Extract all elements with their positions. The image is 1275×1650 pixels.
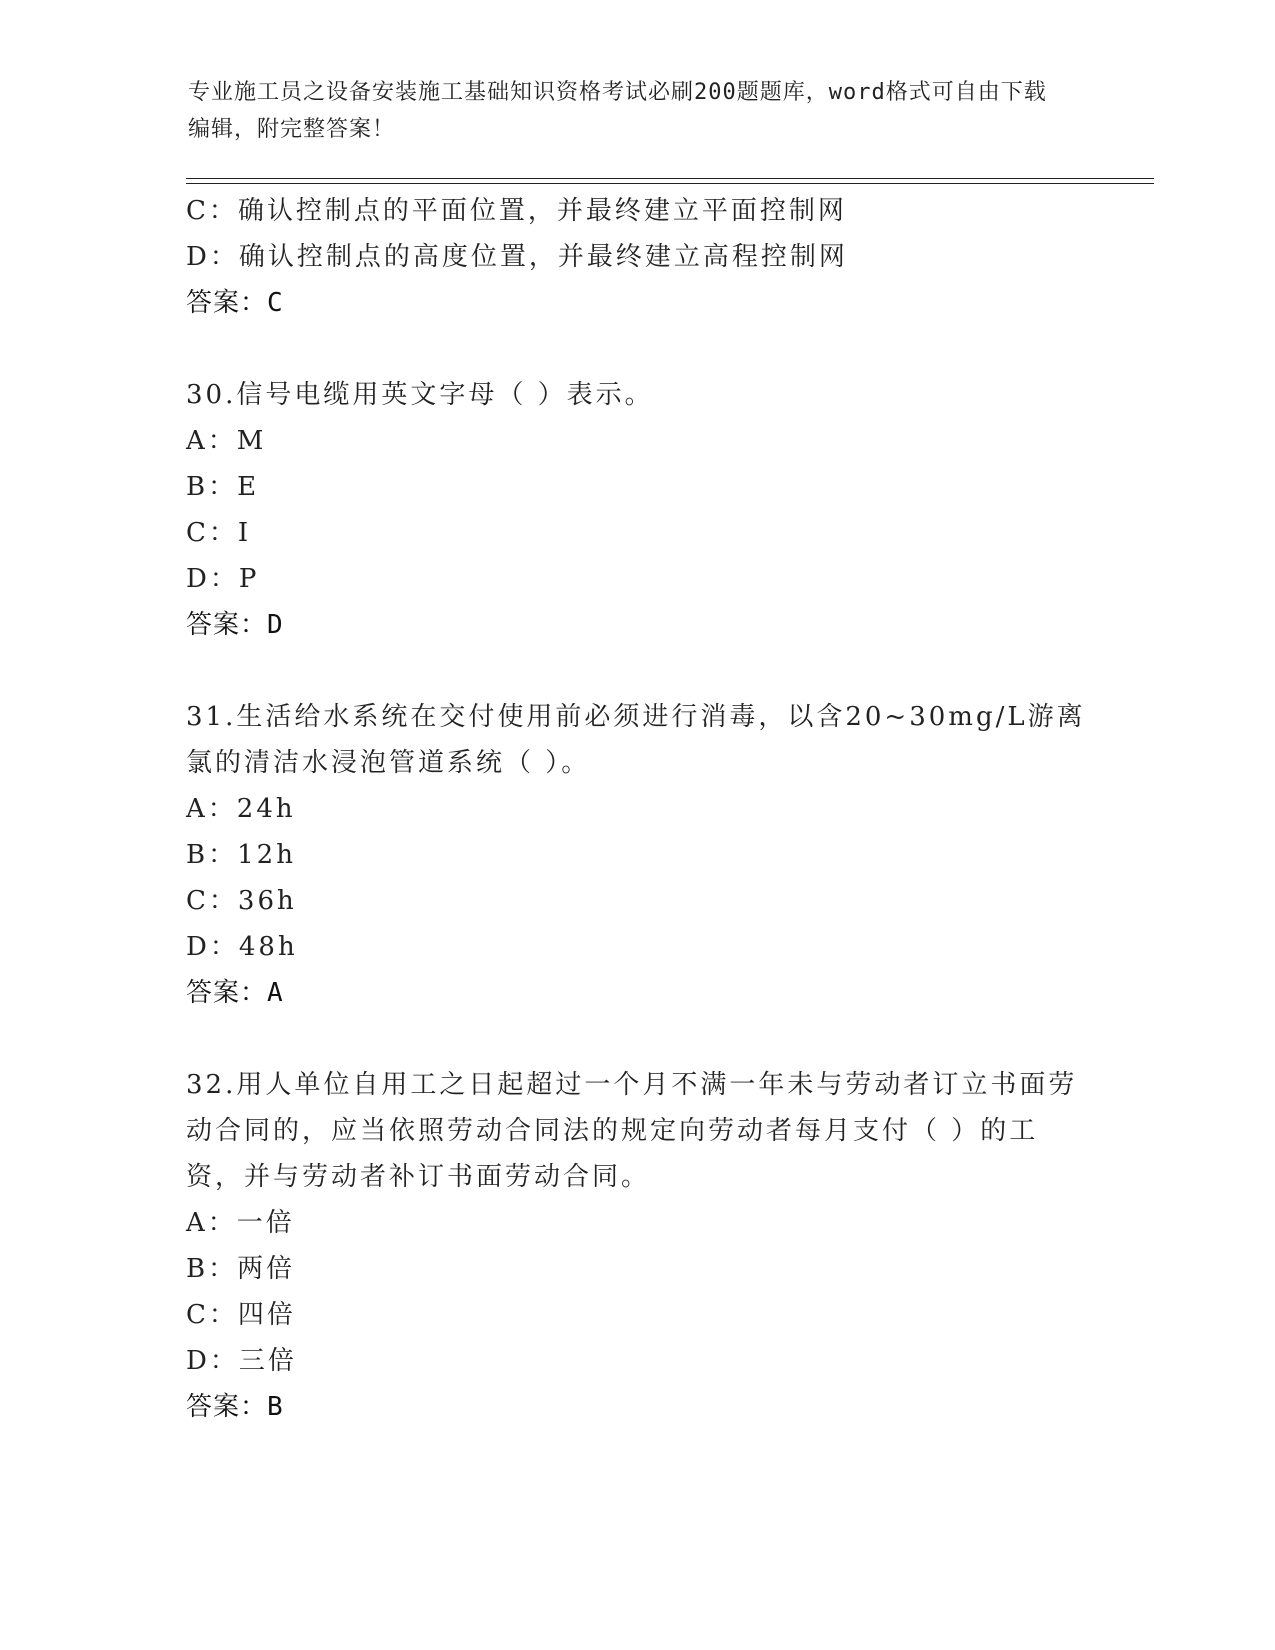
option-label: B (186, 1254, 209, 1284)
option-text: 48h (238, 932, 298, 962)
option-text: 三倍 (238, 1346, 297, 1376)
header-rule-bottom (186, 183, 1154, 184)
option-label: A (186, 426, 208, 456)
answer: 答案：C (186, 288, 284, 318)
option-separator: ： (207, 426, 237, 456)
option-b (186, 832, 1086, 878)
option-label: C (186, 886, 209, 916)
option-text: 确认控制点的平面位置，并最终建立平面控制网 (237, 196, 847, 226)
option-label: D (186, 564, 210, 594)
option-separator: ： (208, 886, 238, 916)
answer: 答案：A (186, 978, 284, 1008)
option-d (186, 924, 1086, 970)
document-header: 专业施工员之设备安装施工基础知识资格考试必刷200题题库，word格式可自由下载编辑，附完整答案！ (188, 80, 1047, 142)
option-separator: ： (208, 196, 238, 226)
option-text: 四倍 (237, 1300, 296, 1330)
option-c (186, 510, 1086, 556)
option-a (186, 1200, 1086, 1246)
option-separator: ： (207, 794, 237, 824)
option-b (186, 464, 1086, 510)
option-c (186, 878, 1086, 924)
option-label: C (186, 518, 209, 548)
option-label: A (186, 794, 208, 824)
option-text: 两倍 (237, 1254, 296, 1284)
option-a (186, 786, 1086, 832)
question-stem: 32.用人单位自用工之日起超过一个月不满一年未与劳动者订立书面劳动合同的，应当依照劳动合同法的规定向劳动者每月支付（ ）的工资，并与劳动者补订书面劳动合同。 (186, 1070, 1078, 1192)
question-stem: 30.信号电缆用英文字母（ ）表示。 (186, 380, 654, 410)
option-label: A (186, 1208, 208, 1238)
option-separator: ： (209, 564, 239, 594)
option-c (186, 1292, 1086, 1338)
option-text: 一倍 (236, 1208, 295, 1238)
option-separator: ： (209, 1346, 239, 1376)
option-c (186, 188, 1086, 234)
option-d (186, 556, 1086, 602)
option-text: 24h (236, 794, 296, 824)
option-label: D (186, 242, 210, 272)
option-label: B (186, 840, 209, 870)
option-text: E (237, 472, 260, 502)
option-label: C (186, 196, 209, 226)
option-label: B (186, 472, 209, 502)
option-separator: ： (208, 840, 238, 870)
option-separator: ： (207, 1208, 237, 1238)
question-stem: 31.生活给水系统在交付使用前必须进行消毒，以含20~30mg/L游离氯的清洁水浸泡管道系统（ ）。 (186, 702, 1086, 778)
answer: 答案：D (186, 610, 284, 640)
question-content (186, 188, 1086, 1430)
option-separator: ： (208, 1254, 238, 1284)
option-separator: ： (208, 518, 238, 548)
answer: 答案：B (186, 1392, 284, 1422)
option-separator: ： (208, 472, 238, 502)
option-separator: ： (209, 932, 239, 962)
option-a (186, 418, 1086, 464)
option-label: D (186, 1346, 210, 1376)
option-separator: ： (209, 242, 239, 272)
option-d (186, 234, 1086, 280)
option-text: M (236, 426, 267, 456)
option-b (186, 1246, 1086, 1292)
option-label: C (186, 1300, 209, 1330)
option-text: I (237, 518, 252, 548)
option-text: 36h (237, 886, 297, 916)
option-separator: ： (208, 1300, 238, 1330)
option-label: D (186, 932, 210, 962)
header-rule-top (186, 178, 1154, 179)
option-d (186, 1338, 1086, 1384)
option-text: P (238, 564, 260, 594)
option-text: 确认控制点的高度位置，并最终建立高程控制网 (238, 242, 848, 272)
option-text: 12h (237, 840, 296, 870)
